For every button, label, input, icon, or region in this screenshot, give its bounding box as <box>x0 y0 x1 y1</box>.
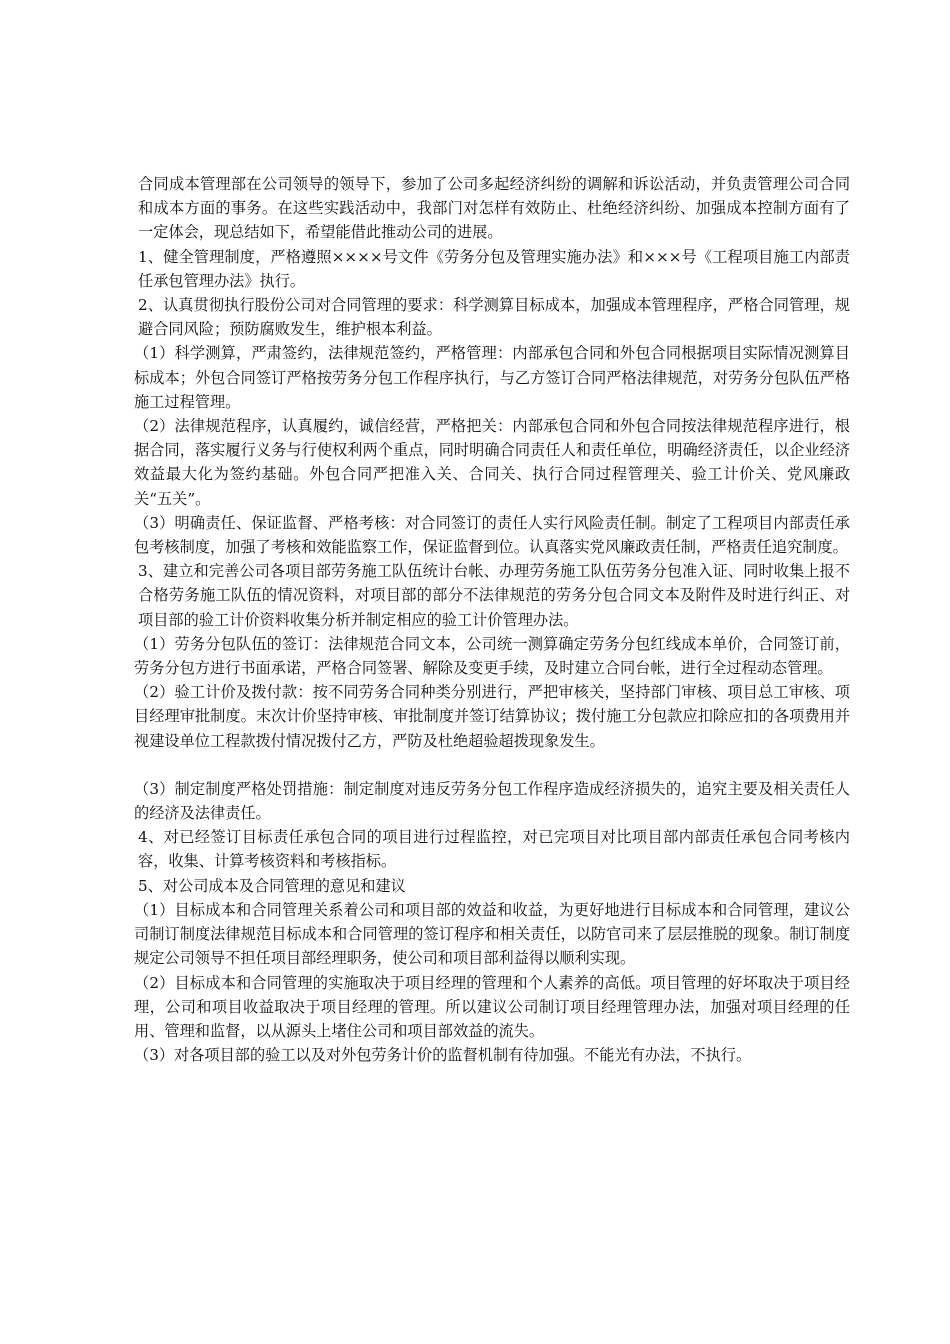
item-3-2-paragraph: （2）验工计价及拨付款：按不同劳务合同种类分别进行，严把审核关，坚持部门审核、项目总工审核、项目经理审批制度。末次计价坚持审核、审批制度并签订结算协议；拨付施工分包款应扣除应扣的各项费用并视建设单位工程款拨付情况拨付乙方，严防及杜绝超验超拨现象发生。 <box>134 683 850 750</box>
document-body <box>134 172 850 1067</box>
item-2-paragraph: 2、认真贯彻执行股份公司对合同管理的要求：科学测算目标成本，加强成本管理程序，严格合同管理，规避合同风险；预防腐败发生，维护根本利益。 <box>138 296 850 339</box>
item-1-paragraph: 1、健全管理制度，严格遵照××××号文件《劳务分包及管理实施办法》和×××号《工程项目施工内部责任承包管理办法》执行。 <box>138 247 850 290</box>
item-5-1-paragraph: （1）目标成本和合同管理关系着公司和项目部的效益和收益，为更好地进行目标成本和合同管理，建议公司制订制度法律规范目标成本和合同管理的签订程序和相关责任，以防官司来了层层推脱的现象。制订制度规定公司领导不担任项目部经理职务，使公司和项目部利益得以顺利实现。 <box>134 900 850 968</box>
item-2-1-paragraph: （1）科学测算，严肃签约，法律规范签约，严格管理：内部承包合同和外包合同根据项目实际情况测算目标成本；外包合同签订严格按劳务分包工作程序执行，与乙方签订合同严格法律规范，对劳务分包队伍严格施工过程管理。 <box>134 344 850 411</box>
item-2-3-paragraph: （3）明确责任、保证监督、严格考核：对合同签订的责任人实行风险责任制。制定了工程项目内部责任承包考核制度，加强了考核和效能监察工作，保证监督到位。认真落实党风廉政责任制，严格责任追究制度。 <box>134 513 850 557</box>
item-5-2-paragraph: （2）目标成本和合同管理的实施取决于项目经理的管理和个人素养的高低。项目管理的好坏取决于项目经理，公司和项目收益取决于项目经理的管理。所以建议公司制订项目经理管理办法，加强对项目经理的任用、管理和监督，以从源头上堵住公司和项目部效益的流失。 <box>134 973 850 1040</box>
item-4-paragraph: 4、对已经签订目标责任承包合同的项目进行过程监控，对已完项目对比项目部内部责任承包合同考核内容，收集、计算考核资料和考核指标。 <box>138 828 850 871</box>
item-5-3-paragraph: （3）对各项目部的验工以及对外包劳务计价的监督机制有待加强。不能光有办法，不执行。 <box>134 1046 752 1065</box>
item-5-heading: 5、对公司成本及合同管理的意见和建议 <box>138 876 406 895</box>
paragraph-gap <box>138 753 850 777</box>
item-3-paragraph: 3、建立和完善公司各项目部劳务施工队伍统计台帐、办理劳务施工队伍劳务分包准入证、同时收集上报不合格劳务施工队伍的情况资料，对项目部的部分不法律规范的劳务分包合同文本及附件及时进行纠正、对项目部的验工计价资料收集分析并制定相应的验工计价管理办法。 <box>138 562 850 629</box>
item-3-3-paragraph: （3）制定制度严格处罚措施：制定制度对违反劳务分包工作程序造成经济损失的，追究主要及相关责任人的经济及法律责任。 <box>134 779 850 823</box>
item-3-1-paragraph: （1）劳务分包队伍的签订：法律规范合同文本，公司统一测算确定劳务分包红线成本单价，合同签订前，劳务分包方进行书面承诺，严格合同签署、解除及变更手续，及时建立合同台帐，进行全过程动态管理。 <box>134 634 850 678</box>
intro-paragraph: 合同成本管理部在公司领导的领导下，参加了公司多起经济纠纷的调解和诉讼活动，并负责管理公司合同和成本方面的事务。在这些实践活动中，我部门对怎样有效防止、杜绝经济纠纷、加强成本控制方面有了一定体会，现总结如下，希望能借此推动公司的进展。 <box>138 175 850 242</box>
item-2-2-paragraph: （2）法律规范程序，认真履约，诚信经营，严格把关：内部承包合同和外包合同按法律规范程序进行，根据合同，落实履行义务与行使权利两个重点，同时明确合同责任人和责任单位，明确经济责任，以企业经济效益最大化为签约基础。外包合同严把准入关、合同关、执行合同过程管理关、验工计价关、党风廉政关“五关”。 <box>134 417 850 508</box>
